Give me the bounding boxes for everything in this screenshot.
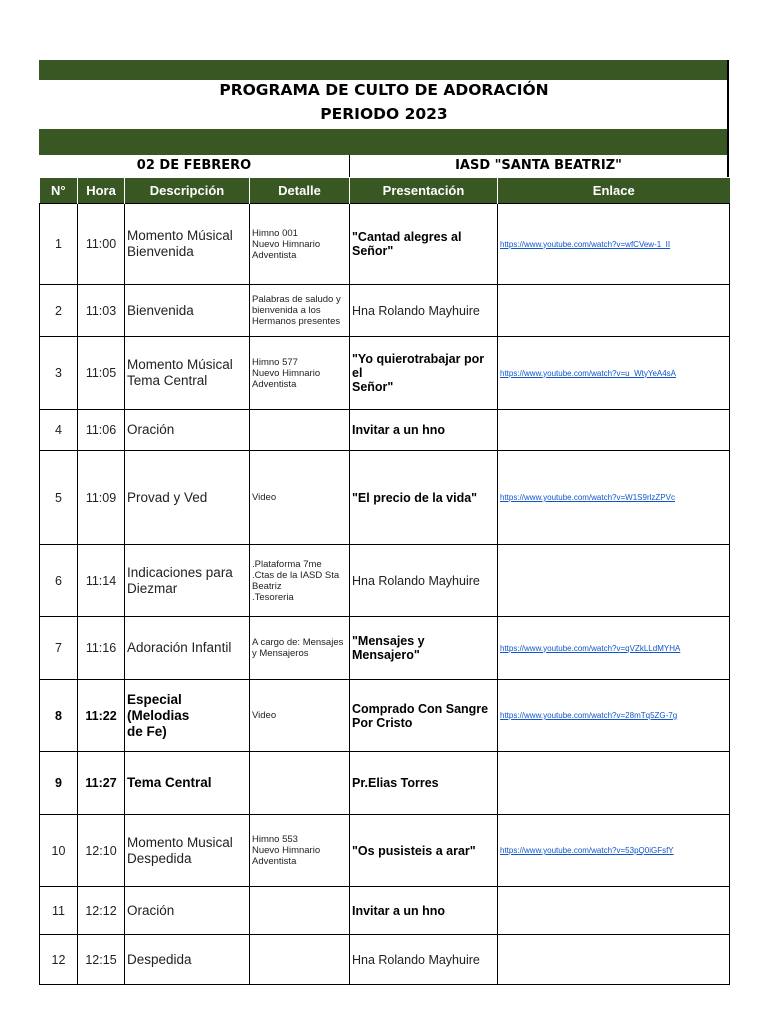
row-presenter-cell: [350, 337, 498, 410]
row-presenter: Hna Rolando Mayhuire: [352, 952, 480, 967]
row-detail-cell: [250, 935, 350, 985]
row-presenter: "El precio de la vida": [352, 490, 478, 505]
row-number: 11: [52, 903, 65, 918]
youtube-link[interactable]: https://www.youtube.com/watch?v=W1S9rlzZPVc: [500, 493, 675, 502]
row-link-cell: [498, 337, 730, 410]
row-description: Momento Músical Tema Central: [127, 357, 233, 388]
row-link-cell: [498, 752, 730, 815]
row-link-cell: [498, 935, 730, 985]
row-presenter-cell: [350, 451, 498, 545]
row-number-cell: [40, 887, 78, 935]
row-link-cell: [498, 285, 730, 337]
table-body: [40, 204, 730, 985]
row-number-cell: [40, 752, 78, 815]
row-description-cell: [125, 617, 250, 680]
row-presenter-cell: [350, 545, 498, 617]
row-description: Especial (Melodias de Fe): [127, 691, 190, 739]
date-label: 02 DE FEBRERO: [136, 158, 252, 173]
row-time-cell: [78, 545, 125, 617]
row-number-cell: [40, 815, 78, 887]
row-detail: .Plataforma 7me .Ctas de la IASD Sta Beatriz .Tesoreria: [252, 558, 340, 603]
row-time: 12:10: [85, 843, 117, 858]
row-number: 3: [55, 366, 62, 380]
table-row: [40, 680, 730, 752]
document-period: PERIODO 2023: [320, 105, 448, 123]
row-time: 11:06: [85, 423, 117, 437]
row-presenter-cell: [350, 815, 498, 887]
row-presenter-cell: [350, 887, 498, 935]
row-detail: A cargo de: Mensajes y Mensajeros: [252, 637, 344, 659]
church-label: IASD "SANTA BEATRIZ": [455, 158, 622, 173]
row-description-cell: [125, 451, 250, 545]
row-presenter: "Mensajes y Mensajero": [352, 634, 425, 662]
row-description: Tema Central: [127, 775, 212, 790]
table-row: [40, 337, 730, 410]
row-time-cell: [78, 887, 125, 935]
row-time: 12:15: [85, 952, 117, 967]
row-link-cell: [498, 451, 730, 545]
row-number-cell: [40, 617, 78, 680]
col-header-detalle: Detalle: [250, 178, 350, 204]
row-presenter: Hna Rolando Mayhuire: [352, 573, 480, 588]
youtube-link[interactable]: https://www.youtube.com/watch?v=wfCVew-1_II: [500, 239, 671, 249]
row-description-cell: [125, 887, 250, 935]
row-time-cell: [78, 617, 125, 680]
row-number-cell: [40, 451, 78, 545]
row-link-cell: [498, 204, 730, 285]
right-border-line: [727, 60, 729, 155]
row-detail-cell: [250, 451, 350, 545]
row-detail-cell: [250, 545, 350, 617]
row-time: 11:22: [85, 708, 117, 723]
row-number: 12: [51, 952, 66, 967]
row-number: 1: [55, 237, 62, 251]
row-presenter: "Cantad alegres al Señor": [352, 230, 462, 258]
row-presenter-cell: [350, 680, 498, 752]
row-description: Provad y Ved: [127, 489, 208, 505]
row-detail-cell: [250, 410, 350, 451]
table-row: [40, 451, 730, 545]
row-presenter-cell: [350, 617, 498, 680]
row-time: 11:16: [85, 641, 117, 655]
row-description-cell: [125, 410, 250, 451]
row-link-cell: [498, 815, 730, 887]
row-link-cell: [498, 680, 730, 752]
row-detail: Palabras de saludo y bienvenida a los Hermanos presentes: [252, 294, 341, 327]
row-link-cell: [498, 410, 730, 451]
row-description: Momento Musical Despedida: [127, 834, 233, 866]
row-number-cell: [40, 285, 78, 337]
row-number: 7: [55, 641, 62, 655]
col-header-presentacion: Presentación: [350, 178, 498, 204]
youtube-link[interactable]: https://www.youtube.com/watch?v=28mTq5ZG-7g: [500, 711, 678, 720]
row-presenter-cell: [350, 204, 498, 285]
row-number: 9: [55, 776, 62, 790]
row-number: 10: [51, 843, 66, 858]
row-link-cell: [498, 617, 730, 680]
row-detail: Himno 001 Nuevo Himnario Adventista: [252, 227, 321, 261]
table-header-row: [40, 178, 730, 204]
row-number-cell: [40, 204, 78, 285]
youtube-link[interactable]: https://www.youtube.com/watch?v=53pQ0iGFsfY: [500, 846, 674, 855]
row-detail-cell: [250, 680, 350, 752]
table-row: [40, 545, 730, 617]
row-description: Adoración Infantil: [127, 640, 232, 655]
row-number-cell: [40, 410, 78, 451]
row-description: Despedida: [127, 951, 192, 967]
row-detail: Video: [252, 710, 277, 721]
row-presenter: Hna Rolando Mayhuire: [352, 303, 480, 318]
row-time: 11:00: [85, 237, 117, 251]
row-presenter: Comprado Con Sangre Por Cristo: [352, 701, 489, 730]
row-presenter: Invitar a un hno: [352, 903, 446, 918]
row-description: Oración: [127, 902, 175, 918]
row-description-cell: [125, 285, 250, 337]
row-time-cell: [78, 815, 125, 887]
row-detail-cell: [250, 285, 350, 337]
row-description-cell: [125, 935, 250, 985]
row-detail-cell: [250, 337, 350, 410]
program-table: [39, 178, 730, 985]
row-description-cell: [125, 680, 250, 752]
row-time: 11:27: [85, 776, 117, 790]
row-number: 8: [55, 708, 62, 723]
row-detail-cell: [250, 617, 350, 680]
row-time-cell: [78, 451, 125, 545]
row-number-cell: [40, 337, 78, 410]
row-description-cell: [125, 752, 250, 815]
youtube-link[interactable]: https://www.youtube.com/watch?v=qVZkLLdMYHA: [500, 643, 681, 653]
row-presenter-cell: [350, 410, 498, 451]
row-time-cell: [78, 935, 125, 985]
row-detail: Video: [252, 492, 277, 503]
row-time: 11:14: [85, 573, 117, 588]
row-link-cell: [498, 545, 730, 617]
row-time: 11:09: [85, 490, 117, 505]
row-time-cell: [78, 337, 125, 410]
row-time: 11:05: [85, 366, 117, 380]
row-time-cell: [78, 410, 125, 451]
row-number-cell: [40, 545, 78, 617]
row-time-cell: [78, 752, 125, 815]
row-number-cell: [40, 935, 78, 985]
row-description: Momento Músical Bienvenida: [127, 228, 233, 259]
youtube-link[interactable]: https://www.youtube.com/watch?v=u_WtyYeA4sA: [500, 368, 677, 378]
row-number: 4: [55, 423, 62, 437]
row-number-cell: [40, 680, 78, 752]
row-detail-cell: [250, 887, 350, 935]
table-row: [40, 410, 730, 451]
col-header-number: N°: [40, 178, 78, 204]
table-row: [40, 935, 730, 985]
table-row: [40, 204, 730, 285]
row-description: Indicaciones para Diezmar: [127, 564, 233, 596]
row-presenter: Invitar a un hno: [352, 423, 446, 437]
top-green-band: [39, 60, 729, 80]
table-row: [40, 285, 730, 337]
row-time: 12:12: [85, 903, 117, 918]
row-link-cell: [498, 887, 730, 935]
table-row: [40, 887, 730, 935]
right-border-line-info: [727, 155, 729, 177]
row-time-cell: [78, 204, 125, 285]
row-time-cell: [78, 680, 125, 752]
row-detail-cell: [250, 815, 350, 887]
row-description-cell: [125, 815, 250, 887]
row-presenter: "Os pusisteis a arar": [352, 843, 476, 858]
row-detail: Himno 553 Nuevo Himnario Adventista: [252, 834, 321, 867]
row-description-cell: [125, 545, 250, 617]
document-title: PROGRAMA DE CULTO DE ADORACIÓN: [219, 81, 549, 99]
row-presenter-cell: [350, 752, 498, 815]
col-header-hora: Hora: [78, 178, 125, 204]
row-number: 5: [55, 490, 62, 505]
row-detail-cell: [250, 752, 350, 815]
row-presenter-cell: [350, 285, 498, 337]
table-row: [40, 752, 730, 815]
row-detail-cell: [250, 204, 350, 285]
table-row: [40, 617, 730, 680]
col-header-descripcion: Descripción: [125, 178, 250, 204]
row-description: Oración: [127, 422, 175, 437]
row-description-cell: [125, 337, 250, 410]
row-description: Bienvenida: [127, 302, 194, 318]
middle-green-band: [39, 129, 729, 155]
row-detail: Himno 577 Nuevo Himnario Adventista: [252, 356, 321, 390]
row-time-cell: [78, 285, 125, 337]
col-header-enlace: Enlace: [498, 178, 730, 204]
row-presenter: Pr.Elias Torres: [352, 776, 439, 790]
row-description-cell: [125, 204, 250, 285]
table-row: [40, 815, 730, 887]
row-number: 6: [55, 573, 62, 588]
row-presenter: "Yo quierotrabajar por el Señor": [352, 352, 485, 394]
row-presenter-cell: [350, 935, 498, 985]
row-number: 2: [55, 303, 62, 318]
row-time: 11:03: [85, 303, 117, 318]
